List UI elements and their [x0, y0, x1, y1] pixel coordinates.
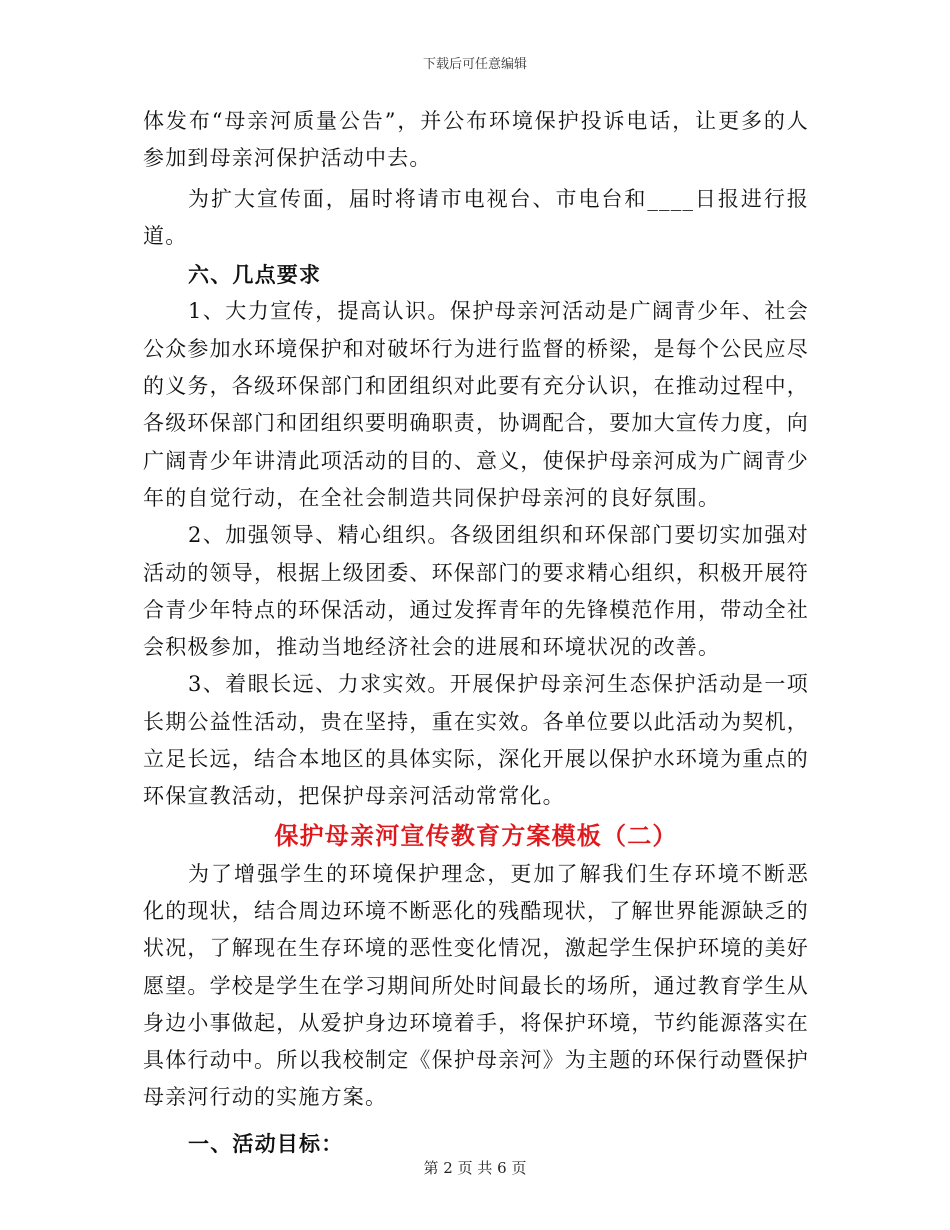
document-body: [143, 103, 809, 1162]
page-number: 第 2 页 共 6 页: [423, 1159, 527, 1177]
section-title: 保护母亲河宣传教育方案模板（二）: [274, 820, 678, 850]
paragraph-announcement: 体发布“母亲河质量公告”，并公布环境保护投诉电话，让更多的人参加到母亲河保护活动中去。: [143, 109, 809, 171]
requirement-2: 2、加强领导、精心组织。各级团组织和环保部门要切实加强对活动的领导，根据上级团委、环保部门的要求精心组织，积极开展符合青少年特点的环保活动，通过发挥青年的先锋模范作用，带动全社会积极参加，推动当地经济社会的进展和环境状况的改善。: [143, 523, 809, 660]
heading-requirements: 六、几点要求: [188, 262, 322, 288]
paragraph-media-coverage: 为扩大宣传面，届时将请市电视台、市电台和____日报进行报道。: [143, 186, 809, 248]
requirement-3: 3、着眼长远、力求实效。开展保护母亲河生态保护活动是一项长期公益性活动，贵在坚持，重在实效。各单位要以此活动为契机，立足长远，结合本地区的具体实际，深化开展以保护水环境为重点的环保宣教活动，把保护母亲河活动常常化。: [143, 672, 809, 809]
requirement-1: 1、大力宣传，提高认识。保护母亲河活动是广阔青少年、社会公众参加水环境保护和对破坏行为进行监督的桥梁，是每个公民应尽的义务，各级环保部门和团组织对此要有充分认识，在推动过程中，各级环保部门和团组织要明确职责，协调配合，要加大宣传力度，向广阔青少年讲清此项活动的目的、意义，使保护母亲河成为广阔青少年的自觉行动，在全社会制造共同保护母亲河的良好氛围。: [143, 299, 809, 510]
heading-activity-goals: 一、活动目标：: [188, 1130, 344, 1156]
page-header-note: 下载后可任意编辑: [422, 57, 527, 72]
paragraph-intro: 为了增强学生的环境保护理念，更加了解我们生存环境不断恶化的现状，结合周边环境不断恶化的残酷现状，了解世界能源缺乏的状况，了解现在生存环境的恶性变化情况，激起学生保护环境的美好愿望。学校是学生在学习期间所处时间最长的场所，通过教育学生从身边小事做起，从爱护身边环境着手，将保护环境，节约能源落实在具体行动中。所以我校制定《保护母亲河》为主题的环保行动暨保护母亲河行动的实施方案。: [143, 861, 809, 1110]
